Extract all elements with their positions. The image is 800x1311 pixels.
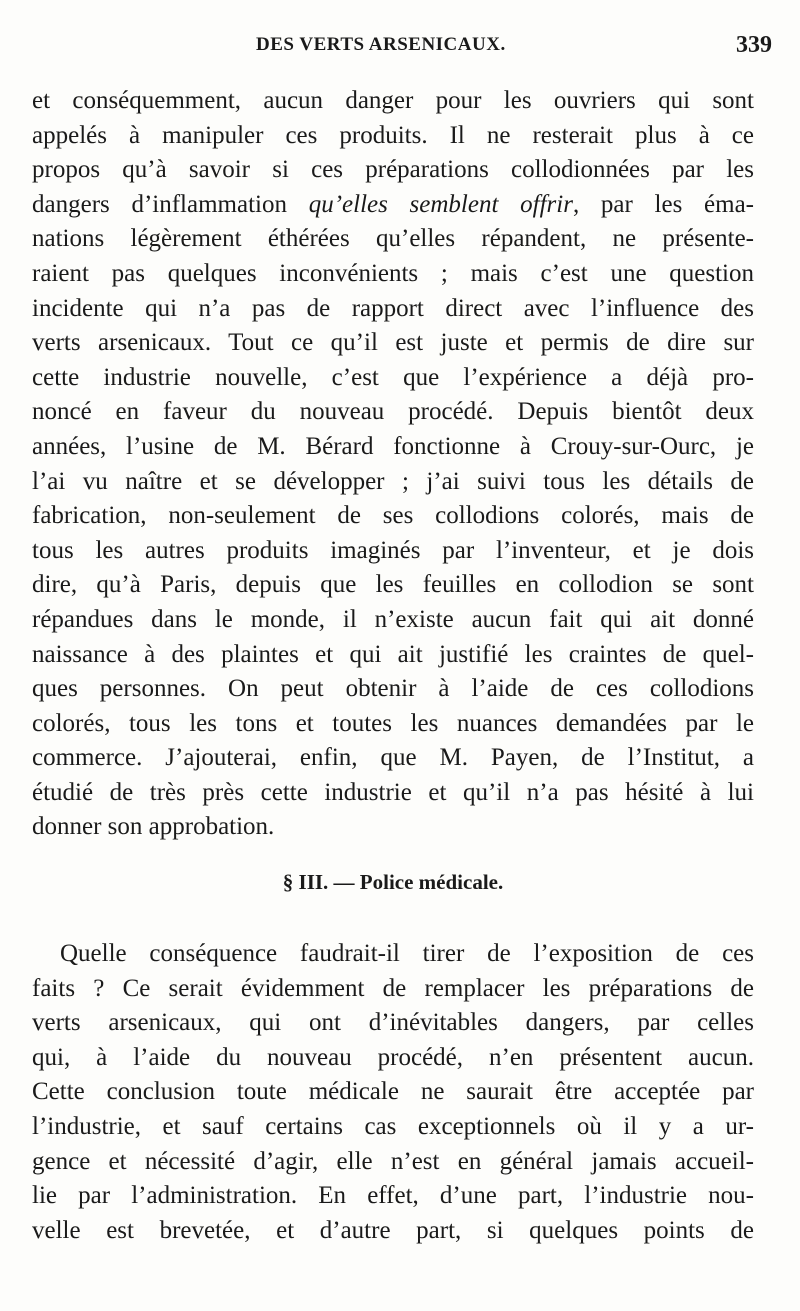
text-line: années, l’usine de M. Bérard fonctionne à Crouy-sur-Ourc, je — [32, 432, 754, 460]
text-line: qui, à l’aide du nouveau procédé, n’en présentent aucun. — [32, 1043, 754, 1071]
text-line: cette industrie nouvelle, c’est que l’expérience a déjà pro- — [32, 363, 754, 391]
section-heading: § III. — Police médicale. — [282, 870, 504, 895]
text-line: Cette conclusion toute médicale ne saurait être acceptée par — [32, 1078, 754, 1106]
text-line: verts arsenicaux. Tout ce qu’il est juste et permis de dire sur — [32, 329, 754, 357]
text-line: naissance à des plaintes et qui ait justifié les craintes de quel- — [32, 640, 754, 668]
text-line: tous les autres produits imaginés par l’inventeur, et je dois — [32, 536, 754, 564]
text-line: donner son approbation. — [32, 813, 275, 841]
text-line: l’ai vu naître et se développer ; j’ai suivi tous les détails de — [32, 467, 754, 495]
text-line: faits ? Ce serait évidemment de remplacer les préparations de — [32, 974, 754, 1002]
text-line: répandues dans le monde, il n’existe aucun fait qui ait donné — [32, 605, 754, 633]
text-line: raient pas quelques inconvénients ; mais c’est une question — [32, 259, 754, 287]
text-run: dangers d’inflammation — [32, 190, 309, 218]
text-line-with-italic — [32, 188, 754, 223]
text-line: l’industrie, et sauf certains cas exceptionnels où il y a ur- — [32, 1113, 754, 1141]
text-line: appelés à manipuler ces produits. Il ne resterait plus à ce — [32, 121, 754, 149]
text-line: propos qu’à savoir si ces préparations collodionnées par les — [32, 156, 754, 184]
text-line: Quelle conséquence faudrait-il tirer de l’exposition de ces — [60, 940, 754, 968]
page-number: 339 — [736, 32, 772, 58]
text-line: et conséquemment, aucun danger pour les ouvriers qui sont — [32, 87, 754, 114]
text-line: gence et nécessité d’agir, elle n’est en général jamais accueil- — [32, 1147, 754, 1175]
text-line: incidente qui n’a pas de rapport direct avec l’influence des — [32, 294, 754, 322]
text-line: dire, qu’à Paris, depuis que les feuilles en collodion se sont — [32, 571, 754, 599]
text-line: fabrication, non-seulement de ses collodions colorés, mais de — [32, 502, 754, 530]
text-line: nations légèrement éthérées qu’elles répandent, ne présente- — [32, 225, 754, 253]
running-head — [36, 32, 772, 66]
text-line: velle est brevetée, et d’autre part, si quelques points de — [32, 1216, 754, 1244]
italic-phrase: qu’elles semblent offrir — [308, 190, 573, 218]
text-line: commerce. J’ajouterai, enfin, que M. Payen, de l’Institut, a — [32, 744, 754, 772]
text-line: verts arsenicaux, qui ont d’inévitables dangers, par celles — [32, 1009, 754, 1037]
text-run: , par les éma- — [572, 190, 754, 218]
paragraph-continued — [32, 84, 754, 845]
text-line: lie par l’administration. En effet, d’une part, l’industrie nou- — [32, 1182, 754, 1210]
text-line: noncé en faveur du nouveau procédé. Depuis bientôt deux — [32, 398, 754, 426]
text-line: ques personnes. On peut obtenir à l’aide de ces collodions — [32, 675, 754, 703]
page-body — [32, 84, 754, 1248]
text-line: colorés, tous les tons et toutes les nuances demandées par le — [32, 709, 754, 737]
running-title: DES VERTS ARSENICAUX. — [256, 34, 506, 55]
paragraph — [32, 937, 754, 1248]
text-line: étudié de très près cette industrie et qu’il n’a pas hésité à lui — [32, 778, 754, 806]
